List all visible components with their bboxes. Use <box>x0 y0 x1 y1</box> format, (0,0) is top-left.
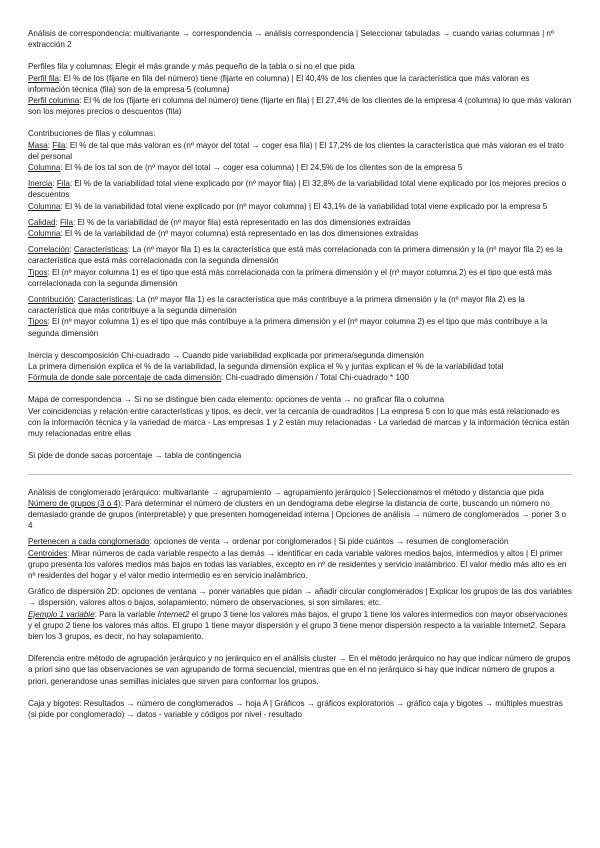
masa-columna-label: Columna <box>28 163 61 173</box>
masa-fila-text: : El % de tal que más valoran es (nº mayor del total → coger esa fila) | El 17,2% de los clientes la característica que más valoran es el trato del personal <box>28 140 564 161</box>
inercia-columna-label: Columna <box>28 201 61 211</box>
perfiles-title: Perfiles fila y columnas: Elegir el más grande y más pequeño de la tabla o si no el que pida <box>28 62 355 72</box>
perfil-columna-label: Perfil columna <box>28 96 80 106</box>
correlacion-tipos-label: Tipos <box>28 267 48 277</box>
formula-label: Fórmula de donde sale porcentaje de cada dimensión <box>28 373 222 383</box>
contribucion-paragraph: Contribución: Características: La (nº mayor fila 1) es la característica que más contribuye a la primera dimensión y la (nº mayor fila 2) es la característica que más contribuye a la segunda dimensión <box>28 295 525 316</box>
contribuciones-title: Contribuciones de filas y columnas: <box>28 129 156 139</box>
inercia-label: Inercia <box>28 179 53 189</box>
correspondence-header: Análisis de correspondencia: multivariante → correspondencia → análisis correspondencia | Seleccionar tabuladas → cuando varias columnas | nº extracción 2 <box>28 29 554 50</box>
contribucion-tipos-paragraph <box>28 316 572 338</box>
inercia-chi-explanation: La primera dimensión explica el % de la variabilidad, la segunda dimensión explica el % y juntas explican el % de la variabilidad total <box>28 362 504 372</box>
masa-columna-paragraph <box>28 162 572 173</box>
section-divider <box>28 474 572 475</box>
perfil-columna-paragraph <box>28 95 572 117</box>
pertenecen-label: Pertenecen a cada conglomerado <box>28 537 150 547</box>
pertenecen-paragraph <box>28 536 572 547</box>
contribucion-tipos-text: : El (nº mayor columna 1) es el tipo que más contribuye a la primera dimensión y el (nº mayor columna 2) es el tipo que más contribuye a la segunda dimensión <box>28 317 548 338</box>
mapa-explanation: Ver coincidencias y relación entre características y tipos, es decir, ver la cercanía de cuadraditos | La empresa 5 con lo que más está relacionado es con la información técnica y la variedad de marca - Las empresas 1 y 2 están muy relacionadas - La variedad de marcas y la información técnica están muy relacionadas entre ellas <box>28 406 570 439</box>
masa-fila-paragraph: Masa: Fila: El % de tal que más valoran es (nº mayor del total → coger esa fila) | El 17,2% de los clientes la característica que más valoran es el trato del personal <box>28 140 564 161</box>
correlacion-paragraph: Correlación: Características: La (nº mayor fila 1) es la característica que está más correlacionada con la primera dimensión y la (nº mayor fila 2) es la característica que está más correlacionada con la segunda dimensión <box>28 245 563 266</box>
perfil-fila-text: : El % de los (fijarte en fila del número) tiene (fijarte en columna) | El 40,4% de los clientes que la característica que más valoran es información técnica (fila) son de la empresa 5 (columna) <box>28 73 530 94</box>
grafico-dispersion-title: Gráfico de dispersión 2D: opciones de ventana → poner variables que pidan → añadir circular conglomerados | Explicar los grupos de las dos variables → dispersión, valores altos o bajos, solapamiento, número de observaciones, si son similares, etc. <box>28 587 572 608</box>
perfil-fila-paragraph <box>28 73 572 95</box>
contribucion-tipos-label: Tipos <box>28 317 48 327</box>
calidad-fila-text: : El % de la variabilidad de (nº mayor fila) está representado en las dos dimensiones extraídas <box>73 217 411 227</box>
centroides-label: Centroides <box>28 548 68 558</box>
calidad-columna-label: Columna <box>28 229 61 239</box>
numero-grupos-paragraph <box>28 498 572 532</box>
pertenecen-text: : opciones de venta → ordenar por conglomerados | Si pide cuántos → resumen de conglomeración <box>149 537 509 547</box>
masa-fila-label: Fila <box>52 140 66 150</box>
numero-grupos-label: Número de grupos (3 o 4) <box>28 498 121 508</box>
inercia-chi-title: Inercia y descomposición Chi-cuadrado → Cuando pide variabilidad explicada por primera/segunda dimensión <box>28 350 424 360</box>
centroides-paragraph <box>28 548 572 582</box>
formula-text: : Chi-cuadrado dimensión / Total Chi-cuadrado * 100 <box>221 373 409 383</box>
perfil-columna-text: : El % de los (fijarte en columna del número) tiene (fijarte en fila) | El 27,4% de los clientes de la empresa 4 (columna) lo que más valoran son los mejores precios o descuentos (fila) <box>28 96 572 117</box>
masa-columna-text: : El % de los tal son de (nº mayor del total → coger esa columna) | El 24,5% de los clientes son de la empresa 5 <box>60 163 463 173</box>
inercia-fila-text: : El % de la variabilidad total viene explicado por (nº mayor fila) | El 32,8% de la variabilidad total viene explicado por los mejores precios o descuentos <box>28 179 567 200</box>
correlacion-tipos-text: : El (nº mayor columna 1) es el tipo que está más correlacionada con la primera dimensión y el (nº mayor columna 2) es el tipo que está más correlacionada con la segunda dimensión <box>28 267 552 288</box>
correlacion-caracteristicas-label: Características <box>73 245 128 255</box>
mapa-title: Mapa de correspondencia → Si no se distingue bien cada elemento: opciones de venta → no graficar fila o columna <box>28 395 445 405</box>
calidad-columna-text: : El % de la variabilidad de (nº mayor columna) está representado en las dos dimensiones extraídas <box>60 229 419 239</box>
correlacion-caracteristicas-text: : La (nº mayor fila 1) es la característica que está más correlacionada con la primera dimensión y la (nº mayor fila 2) es la característica que está más correlacionada con la segunda dimensión <box>28 245 563 266</box>
calidad-columna-paragraph <box>28 228 572 239</box>
ejemplo-paragraph <box>28 609 572 643</box>
inercia-columna-text: : El % de la variabilidad total viene explicado por (nº mayor columna) | El 43,1% de la variabilidad total viene explicado por la empresa 5 <box>60 201 548 211</box>
inercia-fila-paragraph: Inercia: Fila: El % de la variabilidad total viene explicado por (nº mayor fila) | El 32,8% de la variabilidad total viene explicado por los mejores precios o descuentos <box>28 179 567 200</box>
numero-grupos-text: : Para determinar el número de clusters en un dendograma debe elegirse la distancia de corte, buscando un número no demasiado grande de grupos (interpretable) y que presenten homogeneidad interna | Opciones de análisis → número de conglomerados → poner 3 o 4 <box>28 498 566 531</box>
inercia-columna-paragraph <box>28 201 572 212</box>
perfil-fila-label: Perfil fila <box>28 73 60 83</box>
ejemplo-text: el grupo 3 tiene los valores más bajos, el grupo 1 tiene los valores intermedios con mayor observaciones y el grupo 2 tiene los valores más altos. El grupo 1 tiene mayor dispersión y el grupo 3 tiene menor dispersión respecto a la variable Internet2. Separa bien los 3 grupos, es decir, no hay solapamiento. <box>28 609 568 641</box>
ejemplo-mid: : Para la variable <box>94 609 158 619</box>
inercia-fila-label: Fila <box>56 179 70 189</box>
diferencia-paragraph: Diferencia entre método de agrupación jerárquico y no jerárquico en el análisis cluster → En el método jerárquico no hay que indicar número de grupos a priori sino que las observaciones se van agrupando de forma secuencial, mientras que en el no jerárquico si hay que indicar número de grupos a priori, generandose unas semillas iniciales que sirven para conformar los grupos. <box>28 654 571 686</box>
conglomerado-header: Análisis de conglomerado jerárquico: multivariante → agrupamiento → agrupamiento jerárquico | Seleccionamos el método y distancia que pida <box>28 487 544 497</box>
contribucion-caracteristicas-label: Características <box>77 295 132 305</box>
ejemplo-label: Ejemplo 1 variable <box>28 609 95 619</box>
calidad-fila-paragraph: Calidad: Fila: El % de la variabilidad de (nº mayor fila) está representado en las dos dimensiones extraídas <box>28 217 411 227</box>
contribucion-caracteristicas-text: : La (nº mayor fila 1) es la característica que más contribuye a la primera dimensión y la (nº mayor fila 2) es la característica que más contribuye a la segunda dimensión <box>28 295 525 316</box>
masa-label: Masa <box>28 140 48 150</box>
correlacion-tipos-paragraph <box>28 267 572 289</box>
ejemplo-variable: Internet2 <box>157 609 190 619</box>
calidad-label: Calidad <box>28 217 56 227</box>
calidad-fila-label: Fila <box>59 217 73 227</box>
correlacion-label: Correlación <box>28 245 70 255</box>
tabla-contingencia-note: Si pide de donde sacas porcentaje → tabla de contingencia <box>28 451 242 461</box>
centroides-text: : Mirar números de cada variable respecto a las demás → identificar en cada variable valores medios bajos, intermedios y altos | El primer grupo presenta los valores medios más bajos en todas las variables, excepto en nº de residentes y servicio inalámbrico. El valor medio más alto es en nº residentes del hogar y el valor medio intermedio es en servicio inalámbrico. <box>28 548 567 580</box>
caja-bigotes-paragraph: Caja y bigotes: Resultados → número de conglomerados → hoja A | Gráficos → gráficos exploratorios → gráfico caja y bigotes → múltiples muestras (si pide por conglomerado) → datos - variable y códigos por nivel - resultado <box>28 698 563 719</box>
formula-paragraph <box>28 372 572 383</box>
contribucion-label: Contribución <box>28 295 74 305</box>
